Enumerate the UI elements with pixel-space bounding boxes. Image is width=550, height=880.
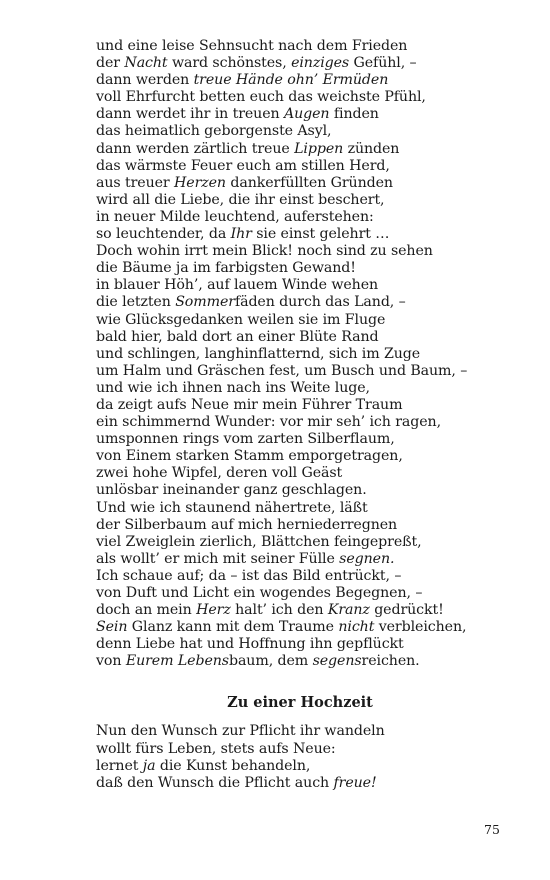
poem-line bbox=[96, 551, 516, 568]
line-text: denn Liebe hat und Hoffnung ihn gepflückt bbox=[96, 636, 404, 653]
line-text: von Duft und Licht ein wogendes Begegnen, – bbox=[96, 585, 423, 601]
poem-line bbox=[96, 380, 516, 397]
emphasized-text: segnen. bbox=[339, 550, 395, 567]
line-text: von bbox=[96, 653, 126, 670]
line-text: ein schimmernd Wunder: vor mir seh’ ich ragen, bbox=[96, 414, 441, 431]
line-text: der Silberbaum auf mich herniederregnen bbox=[96, 516, 398, 533]
poem-line bbox=[96, 175, 516, 192]
line-text: dann werdet ihr in treuen bbox=[96, 106, 284, 123]
poem-line bbox=[96, 209, 516, 226]
emphasized-text: Herzen bbox=[174, 174, 226, 191]
line-text: als wollt’ er mich mit seiner Fülle bbox=[96, 550, 340, 567]
poem-line bbox=[96, 106, 516, 123]
poem-line bbox=[96, 89, 516, 106]
emphasized-text: Ihr bbox=[230, 226, 252, 243]
line-text: reichen. bbox=[361, 653, 420, 670]
poem-line bbox=[96, 500, 516, 517]
emphasized-text: nicht bbox=[338, 619, 375, 636]
line-text: aus treuer bbox=[96, 174, 174, 191]
poem-line bbox=[96, 329, 516, 346]
poem-line bbox=[96, 602, 516, 619]
poem-line bbox=[96, 363, 516, 380]
poem-line bbox=[96, 192, 516, 209]
line-text: dann werden zärtlich treue bbox=[96, 140, 295, 157]
poem-line bbox=[96, 72, 516, 89]
line-text: in blauer Höh’, auf lauem Winde wehen bbox=[96, 277, 379, 294]
line-text: baum, dem bbox=[228, 653, 313, 670]
line-text: voll Ehrfurcht betten euch das weichste Pfühl, bbox=[96, 89, 426, 106]
line-text: von Einem starken Stamm emporgetragen, bbox=[96, 448, 403, 465]
line-text: sie einst gelehrt … bbox=[251, 226, 390, 243]
line-text: unlösbar ineinander ganz geschlagen. bbox=[96, 482, 367, 499]
line-text: zünden bbox=[343, 140, 400, 157]
line-text: das heimatlich geborgenste Asyl, bbox=[96, 123, 332, 140]
poem-line bbox=[96, 482, 516, 499]
poem-line bbox=[96, 312, 516, 329]
line-text: so leuchtender, da bbox=[96, 226, 231, 243]
poem-line bbox=[96, 723, 516, 740]
line-text: bald hier, bald dort an einer Blüte Rand bbox=[96, 328, 379, 345]
poem-line bbox=[96, 277, 516, 294]
line-text: das wärmste Feuer euch am stillen Herd, bbox=[96, 157, 390, 174]
poem-line bbox=[96, 158, 516, 175]
emphasized-text: Herz bbox=[196, 602, 231, 619]
line-text: Nun den Wunsch zur Pflicht ihr wandeln bbox=[96, 723, 385, 740]
poem-line bbox=[96, 260, 516, 277]
line-text: lernet bbox=[96, 757, 143, 774]
emphasized-text: Nacht bbox=[124, 55, 168, 72]
poem-line bbox=[96, 243, 516, 260]
line-text: die letzten bbox=[96, 294, 176, 311]
line-text: viel Zweiglein zierlich, Blättchen feingepreßt, bbox=[96, 533, 422, 550]
line-text: fäden durch das Land, – bbox=[234, 294, 406, 311]
poem-line bbox=[96, 534, 516, 551]
line-text: Ich schaue auf; da – ist das Bild entrückt, – bbox=[96, 567, 402, 584]
line-text: Glanz kann mit dem Traume bbox=[127, 619, 339, 636]
poem-line bbox=[96, 636, 516, 653]
page-body bbox=[96, 38, 516, 792]
line-text: Gefühl, – bbox=[349, 55, 417, 72]
poem-line bbox=[96, 741, 516, 758]
line-text: die Kunst behandeln, bbox=[155, 757, 311, 774]
poem-line bbox=[96, 431, 516, 448]
line-text: Und wie ich staunend nähertrete, läßt bbox=[96, 499, 368, 516]
poem-line bbox=[96, 346, 516, 363]
emphasized-text: einziges bbox=[291, 55, 350, 72]
poem-line bbox=[96, 653, 516, 670]
emphasized-text: Sommer bbox=[175, 294, 235, 311]
line-text: um Halm und Gräschen fest, um Busch und Baum, – bbox=[96, 362, 468, 379]
line-text: die Bäume ja im farbigsten Gewand! bbox=[96, 260, 356, 277]
line-text: halt’ ich den bbox=[230, 602, 328, 619]
emphasized-text: segens bbox=[312, 653, 362, 670]
emphasized-text: ja bbox=[142, 757, 156, 774]
line-text: daß den Wunsch die Pflicht auch bbox=[96, 774, 334, 791]
section-title: Zu einer Hochzeit bbox=[227, 694, 373, 712]
line-text: wie Glücksgedanken weilen sie im Fluge bbox=[96, 311, 386, 328]
line-text: zwei hohe Wipfel, deren voll Geäst bbox=[96, 465, 343, 482]
line-text: und schlingen, langhinflatternd, sich im Zuge bbox=[96, 345, 421, 362]
emphasized-text: Kranz bbox=[327, 602, 370, 619]
poem-line bbox=[96, 123, 516, 140]
poem-line bbox=[96, 568, 516, 585]
line-text: doch an mein bbox=[96, 602, 197, 619]
poem-line bbox=[96, 517, 516, 534]
emphasized-text: Augen bbox=[283, 106, 330, 123]
line-text: da zeigt aufs Neue mir mein Führer Traum bbox=[96, 396, 403, 413]
poem-line bbox=[96, 226, 516, 243]
line-text: finden bbox=[329, 106, 379, 123]
poem-line bbox=[96, 758, 516, 775]
poem-line bbox=[96, 775, 516, 792]
poem-line bbox=[96, 141, 516, 158]
line-text: und wie ich ihnen nach ins Weite luge, bbox=[96, 379, 370, 396]
poem-line bbox=[96, 55, 516, 72]
poem-line bbox=[96, 465, 516, 482]
poem-line bbox=[96, 448, 516, 465]
poem-line bbox=[96, 397, 516, 414]
emphasized-text: Lippen bbox=[294, 140, 344, 157]
line-text: wird all die Liebe, die ihr einst beschert, bbox=[96, 191, 385, 208]
poem-line bbox=[96, 414, 516, 431]
line-text: ward schönstes, bbox=[167, 55, 292, 72]
line-text: dankerfüllten Gründen bbox=[225, 174, 393, 191]
poem-line bbox=[96, 585, 516, 602]
emphasized-text: treue Hände ohn’ Ermüden bbox=[193, 72, 389, 89]
line-text: dann werden bbox=[96, 72, 194, 89]
line-text: gedrückt! bbox=[369, 602, 444, 619]
line-text: verbleichen, bbox=[374, 619, 467, 636]
emphasized-text: Eurem Lebens bbox=[125, 653, 229, 670]
line-text: der bbox=[96, 55, 125, 72]
line-text: wollt fürs Leben, stets aufs Neue: bbox=[96, 740, 336, 757]
emphasized-text: Sein bbox=[96, 619, 128, 636]
poem-line bbox=[96, 38, 516, 55]
section-poem-text bbox=[96, 723, 516, 791]
poem-text bbox=[96, 38, 516, 670]
line-text: in neuer Milde leuchtend, auferstehen: bbox=[96, 208, 374, 225]
poem-line bbox=[96, 619, 516, 636]
poem-line bbox=[96, 294, 516, 311]
line-text: umsponnen rings vom zarten Silberflaum, bbox=[96, 431, 395, 448]
page-number: 75 bbox=[484, 822, 500, 837]
line-text: und eine leise Sehnsucht nach dem Frieden bbox=[96, 38, 408, 54]
line-text: Doch wohin irrt mein Blick! noch sind zu sehen bbox=[96, 243, 433, 260]
emphasized-text: freue! bbox=[333, 774, 377, 791]
